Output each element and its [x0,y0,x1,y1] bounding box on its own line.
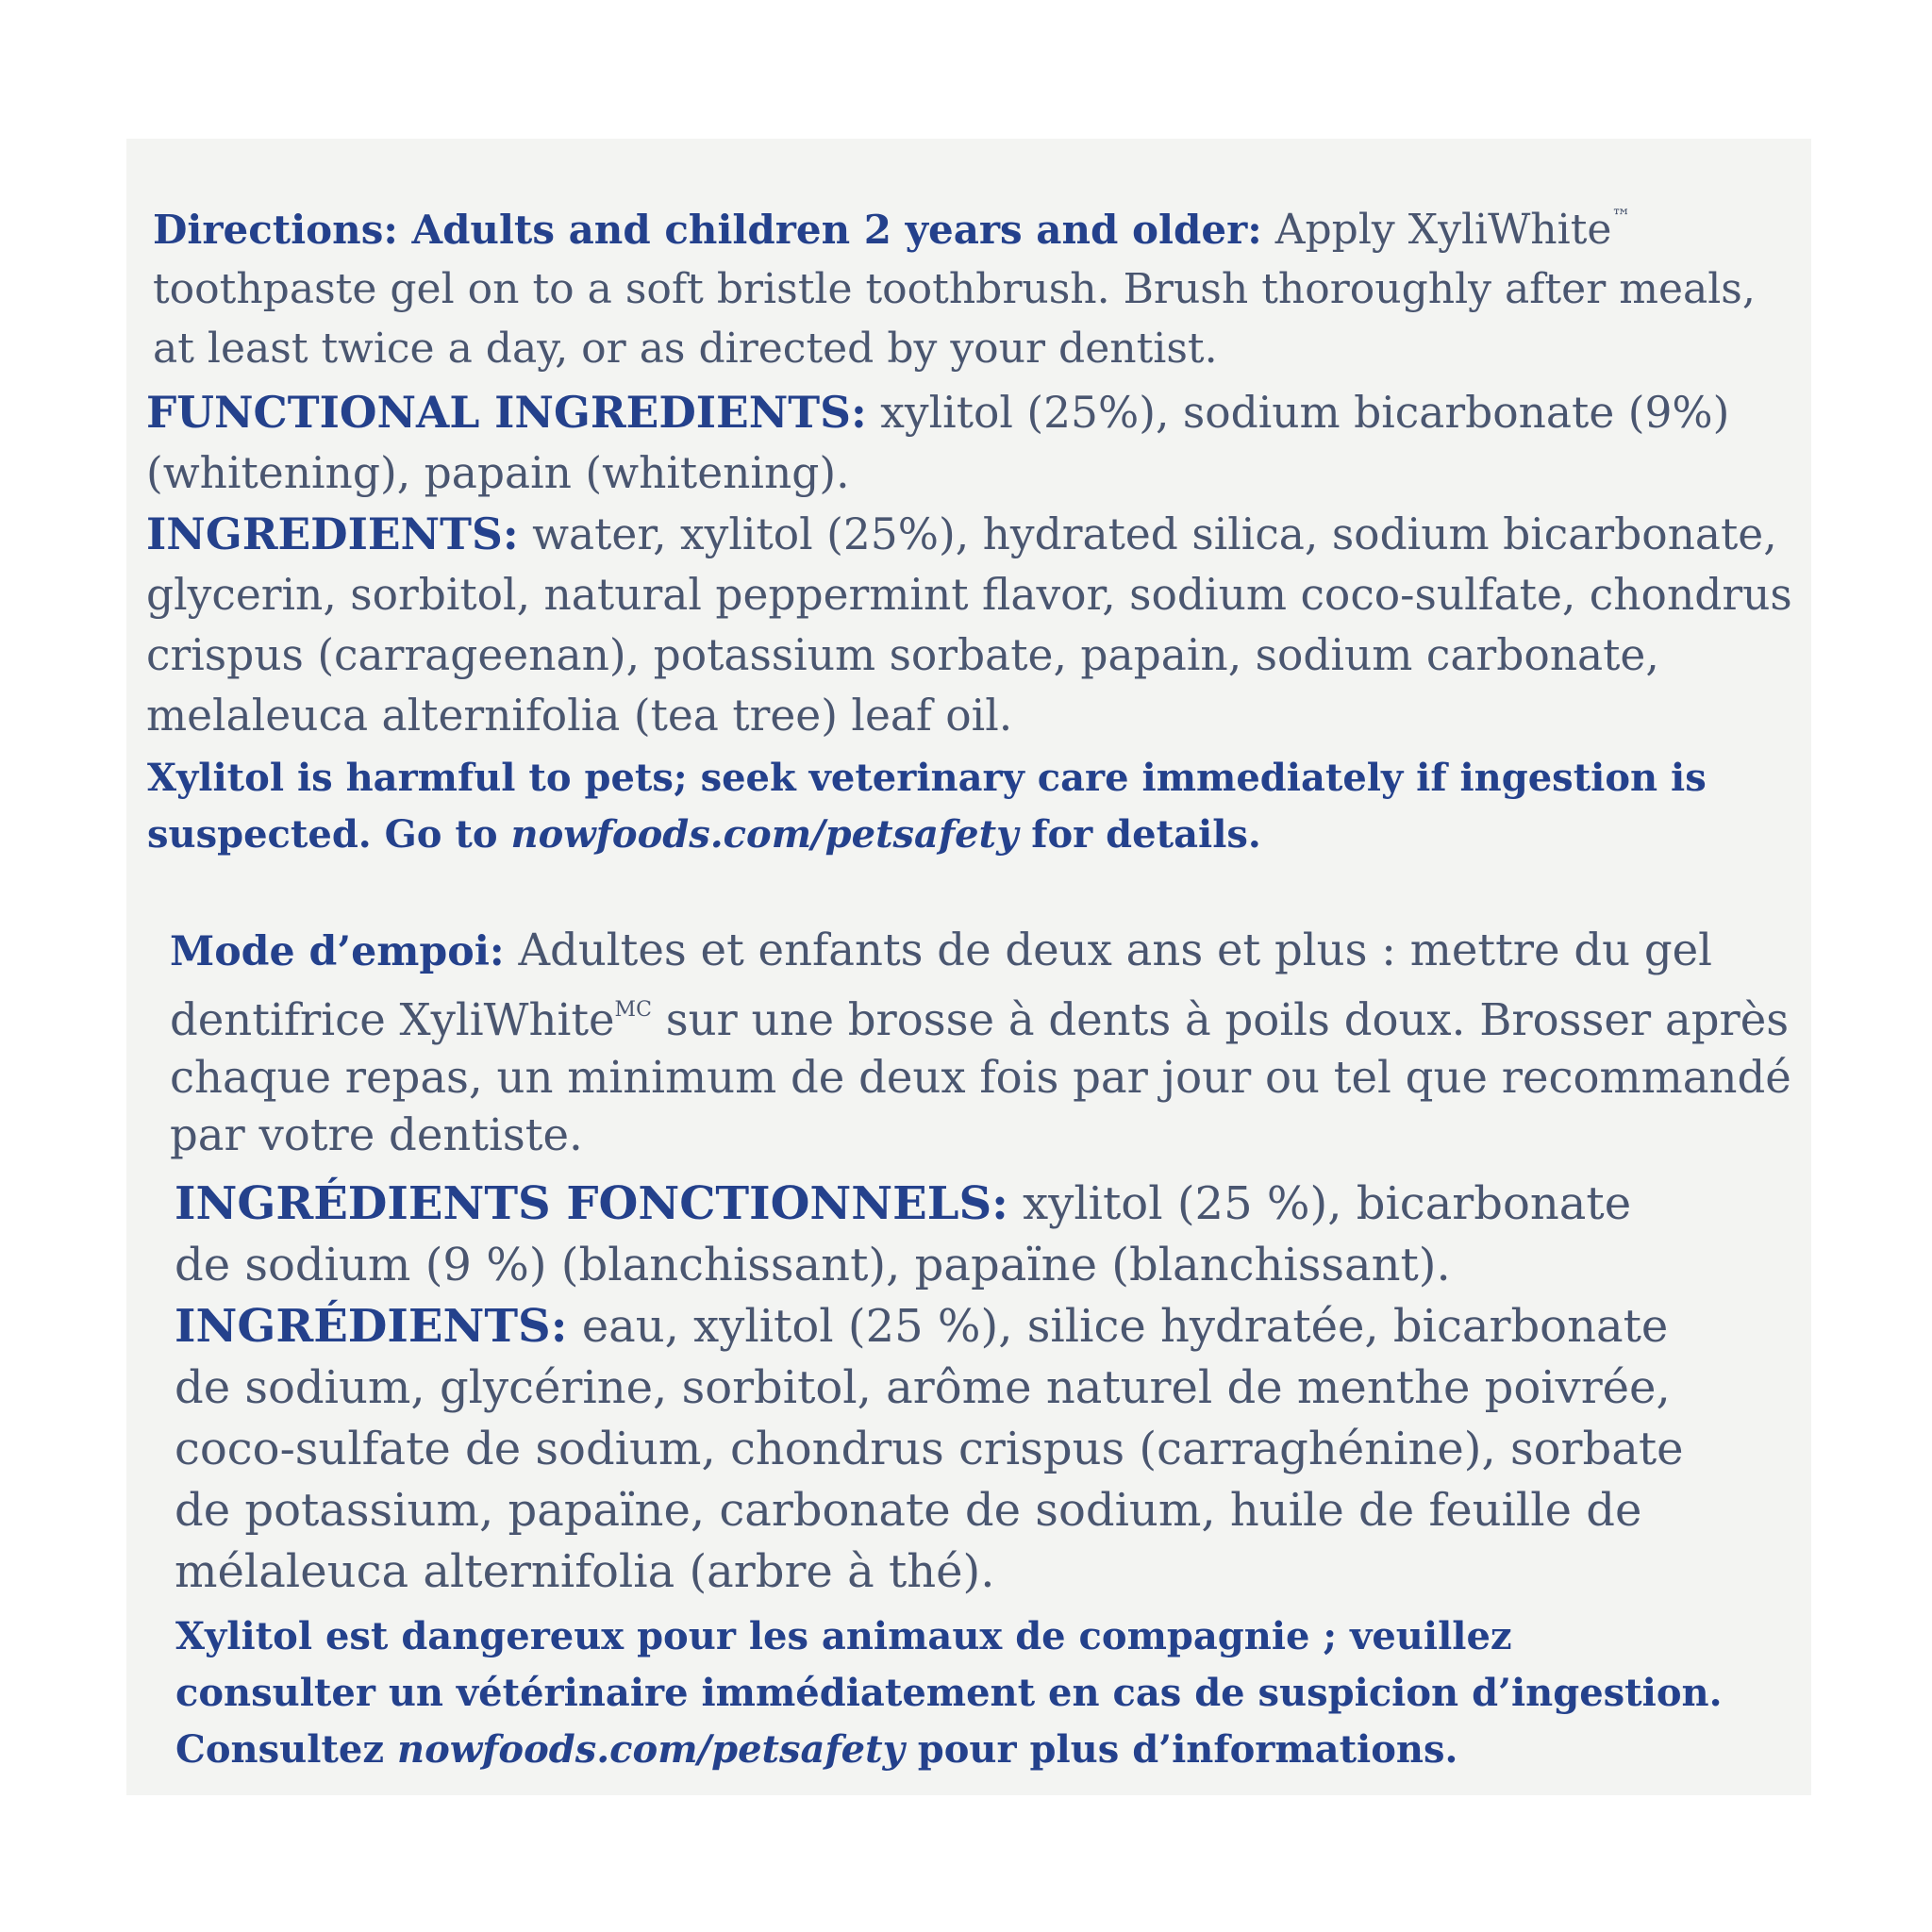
french-pet-warning [175,1608,1723,1778]
english-functional-ingredients-line-1 [146,382,1792,443]
english-functional-ingredients-line-2: (whitening), papain (whitening). [146,448,850,498]
french-directions-line2-pre: dentifrice XyliWhite [170,994,615,1045]
french-functional-ingredients-line-2: de sodium (9 %) (blanchissant), papaïne (blanchissant). [175,1239,1451,1291]
french-ingredients-line-2: de sodium, glycérine, sorbitol, arôme naturel de menthe poivrée, [175,1361,1671,1414]
english-ingredients-block [146,382,1792,746]
french-functional-ingredients-line-1 [175,1174,1684,1235]
english-directions-label: Directions: Adults and children 2 years and older: [153,207,1262,253]
french-ingredients-line-3: coco-sulfate de sodium, chondrus crispus (carraghénine), sorbate [175,1423,1684,1475]
french-directions [170,922,1791,1164]
english-ingredients-text: water, xylitol (25%), hydrated silica, sodium bicarbonate, [532,509,1777,559]
english-pet-warning [147,750,1707,863]
english-directions [153,187,1756,378]
english-directions-line1-text: Apply XyliWhite [1274,206,1612,254]
english-pet-safety-url: nowfoods.com/petsafety [510,812,1019,857]
french-directions-line-2 [170,981,1791,1049]
french-warning-line-3 [175,1722,1723,1778]
english-directions-line-1 [153,187,1756,259]
french-directions-line2-post: sur une brosse à dents à poils doux. Brosser après [665,994,1790,1045]
english-directions-line-3: at least twice a day, or as directed by your dentist. [153,325,1218,373]
french-directions-line1-text: Adultes et enfants de deux ans et plus : mettre du gel [518,924,1713,975]
french-pet-safety-url: nowfoods.com/petsafety [396,1727,905,1772]
english-functional-ingredients-text: xylitol (25%), sodium bicarbonate (9%) [880,388,1730,438]
english-directions-line-2: toothpaste gel on to a soft bristle toothbrush. Brush thoroughly after meals, [153,265,1756,313]
french-directions-label: Mode d’empoi: [170,928,505,975]
french-ingredients-line-1 [175,1296,1684,1357]
french-ingredients-line-5: mélaleuca alternifolia (arbre à thé). [175,1545,995,1598]
english-ingredients-line-3: crispus (carrageenan), potassium sorbate, papain, sodium carbonate, [146,630,1659,680]
english-warning-line-1: Xylitol is harmful to pets; seek veterinary care immediately if ingestion is [147,756,1707,800]
french-warning-line-2: consulter un vétérinaire immédiatement en cas de suspicion d’ingestion. [175,1671,1723,1715]
english-functional-ingredients-label: FUNCTIONAL INGREDIENTS: [146,387,867,438]
french-ingredients-block [175,1174,1684,1603]
french-directions-line-4: par votre dentiste. [170,1109,583,1160]
trademark-mc-symbol: MC [614,998,652,1022]
french-ingredients-label: INGRÉDIENTS: [175,1300,568,1353]
english-warning-line2-pre: suspected. Go to [147,812,498,857]
french-warning-line-1: Xylitol est dangereux pour les animaux de compagnie ; veuillez [175,1614,1512,1658]
trademark-symbol: ™ [1611,205,1631,227]
english-ingredients-line-1 [146,504,1792,565]
french-functional-ingredients-text: xylitol (25 %), bicarbonate [1023,1177,1632,1230]
french-directions-line-3: chaque repas, un minimum de deux fois par jour ou tel que recommandé [170,1052,1791,1103]
french-warning-line3-post: pour plus d’informations. [917,1727,1458,1772]
french-directions-line-1 [170,922,1791,981]
french-warning-line3-pre: Consultez [175,1727,385,1772]
english-ingredients-line-2: glycerin, sorbitol, natural peppermint flavor, sodium coco-sulfate, chondrus [146,570,1792,620]
french-ingredients-text: eau, xylitol (25 %), silice hydratée, bicarbonate [581,1300,1669,1353]
french-functional-ingredients-label: INGRÉDIENTS FONCTIONNELS: [175,1177,1008,1230]
english-ingredients-label: INGREDIENTS: [146,508,519,559]
english-ingredients-line-4: melaleuca alternifolia (tea tree) leaf oil. [146,691,1013,741]
english-warning-line2-post: for details. [1031,812,1261,857]
english-warning-line-2 [147,807,1707,863]
french-ingredients-line-4: de potassium, papaïne, carbonate de sodium, huile de feuille de [175,1484,1642,1537]
